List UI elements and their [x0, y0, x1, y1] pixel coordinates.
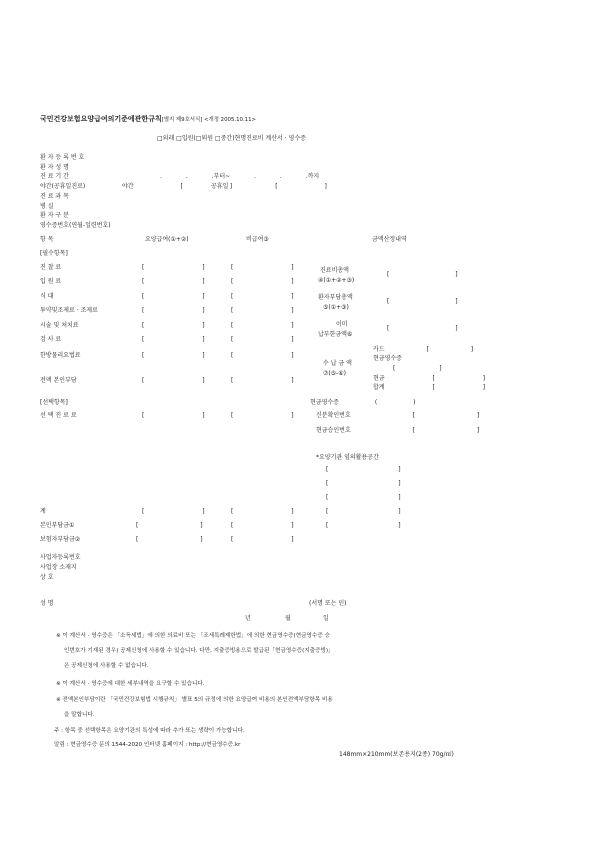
col-item: 항 목 [40, 236, 54, 243]
required-item-benefit-field[interactable]: [ ] [142, 278, 205, 285]
note-line: 을 말합니다. [64, 712, 95, 718]
receive-formula: ⑦(⑤-⑥) [323, 370, 346, 377]
required-item-benefit-field[interactable]: [ ] [142, 336, 205, 343]
required-item-benefit-field[interactable]: [ ] [142, 264, 205, 271]
form-title-bold: 국민건강보험요양급여의기준에관한규칙 [40, 115, 162, 123]
required-item-benefit-field[interactable]: [ ] [142, 352, 205, 359]
patient-name-label: 환 자 성 명 [40, 164, 69, 171]
total-field[interactable]: 합계 [ ] [373, 384, 486, 391]
required-item-benefit-field[interactable]: [ ] [142, 293, 205, 300]
note-line: ※ 전액본인부담이란 「국민건강보험법 시행규칙」 별표 5의 규정에 의한 요양급여 비용의 본인전액부담항목 비용 [56, 697, 333, 703]
approval-no-field[interactable]: 현금승인번호 [ ] [316, 427, 480, 434]
insurer-pay-label: 보험자부담금② [40, 536, 81, 543]
note-line: ※ 이 계산서 · 영수증에 대한 세부내역을 요구할 수 있습니다. [56, 681, 205, 687]
card-field[interactable]: 카드 [ ] [373, 346, 474, 353]
total-med-formula: ④(①+②+③) [318, 277, 355, 284]
required-item-label: 식 대 [40, 293, 54, 300]
ward-label: 병 실 [40, 203, 54, 210]
patient-burden-label: 환자부담총액 [318, 294, 353, 301]
sum-benefit-field[interactable]: [ ] [142, 508, 205, 515]
business-address-label: 사업장 소재지 [40, 564, 77, 571]
date-year-label: 년 [245, 615, 251, 622]
required-item-non-benefit-field[interactable]: [ ] [231, 352, 294, 359]
cash-receipt-label: 현금영수증 [373, 355, 402, 362]
note-line: 알림 : 현금영수증 문의 1544-2020 인터넷 홈페이지 : http://현금영수증.kr [54, 742, 241, 748]
required-section-label: [필수항목] [40, 250, 68, 257]
institution-space-field[interactable]: [ ] [326, 480, 401, 487]
receipt-no-label: 영수증번호(연월-일련번호) [40, 222, 111, 229]
required-item-non-benefit-field[interactable]: [ ] [231, 264, 294, 271]
note-line: 인번호가 기재된 경우) 공제신청에 사용할 수 있습니다. 다만, 지출증빙용으로 발급된「현금영수증(지출증빙)」 [64, 648, 334, 654]
insurer-pay-benefit-field[interactable]: [ ] [136, 536, 203, 543]
institution-space-field[interactable]: [ ] [326, 508, 401, 515]
required-item-non-benefit-field[interactable]: [ ] [231, 307, 294, 314]
business-name-label: 상 호 [40, 574, 54, 581]
optional-non-benefit-field[interactable]: [ ] [231, 412, 294, 419]
period-value: . . .부터~ . . .까지 [160, 173, 320, 180]
institution-space-field[interactable]: [ ] [326, 522, 401, 529]
department-label: 진 료 과 목 [40, 193, 69, 200]
note-line: 주 : 항목 중 선택항목은 요양기관의 특성에 따라 추가 또는 생략이 가능합니다. [54, 728, 245, 734]
night-checkbox[interactable]: 야간 [ ] [122, 183, 233, 190]
insurer-pay-non-benefit-field[interactable]: [ ] [231, 536, 294, 543]
required-item-benefit-field[interactable]: [ ] [142, 322, 205, 329]
patient-type-label: 환 자 구 분 [40, 212, 69, 219]
required-item-benefit-field[interactable]: [ ] [142, 377, 205, 384]
self-pay-benefit-field[interactable]: [ ] [136, 522, 203, 529]
required-item-non-benefit-field[interactable]: [ ] [231, 377, 294, 384]
required-item-label: 입 원 료 [40, 278, 62, 285]
optional-benefit-field[interactable]: [ ] [142, 412, 205, 419]
required-item-label: 시술 및 처치료 [40, 322, 79, 329]
patient-burden-field[interactable]: [ ] [387, 298, 458, 305]
required-item-label: 전액 본인부담 [40, 377, 77, 384]
required-item-non-benefit-field[interactable]: [ ] [231, 293, 294, 300]
required-item-label: 한방물리요법료 [40, 352, 81, 359]
period-label: 진 료 기 간 [40, 173, 69, 180]
cash-field[interactable]: 현금 [ ] [373, 375, 486, 382]
cash-receipt-title: 현금영수증 ( ) [310, 399, 416, 406]
optional-item-label: 선 택 진 료 료 [40, 412, 77, 419]
institution-space-field[interactable]: [ ] [326, 466, 401, 473]
note-line: 은 공제신청에 사용할 수 없습니다. [64, 663, 149, 669]
self-pay-non-benefit-field[interactable]: [ ] [231, 522, 294, 529]
total-med-label: 진료비총액 [320, 267, 349, 274]
institution-space-label: *요양기관 임의활용공간 [316, 454, 379, 461]
paid-label: 이미 [336, 321, 348, 328]
id-no-field[interactable]: 신분확인번호 [ ] [316, 412, 480, 419]
paper-size-label: 148mm×210mm(보존용지(2종) 70g/㎡) [339, 751, 454, 758]
required-item-non-benefit-field[interactable]: [ ] [231, 278, 294, 285]
cash-receipt-field[interactable]: [ ] [393, 365, 442, 372]
required-item-label: 검 사 료 [40, 336, 62, 343]
required-item-benefit-field[interactable]: [ ] [142, 307, 205, 314]
patient-burden-formula: ⑤(①+③) [323, 304, 349, 311]
signer-name-label: 성 명 [40, 600, 54, 607]
col-calc: 금액산정내역 [372, 236, 407, 243]
form-subtitle: □외래 □입원(□퇴원 □중간)현명진료비 계산서 · 영수증 [157, 135, 306, 142]
form-title-rest: [별지 제9호서식] <개정 2005.10.11> [161, 117, 257, 123]
receive-label: 수 납 금 액 [323, 360, 352, 367]
night-holiday-label: 야간(공휴일진료) [40, 183, 86, 190]
date-month-label: 월 [285, 615, 291, 622]
col-non-benefit: 비급여③ [246, 236, 269, 243]
required-item-label: 투약및조제료 · 조제료 [40, 307, 98, 314]
self-pay-label: 본인부담금① [40, 522, 75, 529]
date-day-label: 일 [323, 615, 329, 622]
signature-label: (서명 또는 인) [309, 600, 347, 607]
note-line: ※ 이 계산서 · 영수증은 「소득세법」에 의한 의료비 또는 「조세특례제한법」에 의한 현금영수증(현금영수증 승 [56, 633, 330, 639]
paid-field[interactable]: [ ] [387, 325, 458, 332]
institution-space-field[interactable]: [ ] [326, 494, 401, 501]
paid-label-2: 납부한금액⑥ [318, 331, 353, 338]
sum-label: 계 [40, 508, 46, 515]
required-item-non-benefit-field[interactable]: [ ] [231, 336, 294, 343]
required-item-non-benefit-field[interactable]: [ ] [231, 322, 294, 329]
holiday-checkbox[interactable]: 공휴일 [ ] [211, 183, 327, 190]
business-reg-no-label: 사업자등록번호 [40, 554, 81, 561]
optional-section-label: [선택항목] [40, 399, 68, 406]
sum-non-benefit-field[interactable]: [ ] [231, 508, 294, 515]
total-med-field[interactable]: [ ] [387, 271, 458, 278]
required-item-label: 진 찰 료 [40, 264, 62, 271]
col-benefit: 요양급여(①+②) [145, 236, 189, 243]
patient-reg-no-label: 환 자 등 록 번 호 [40, 154, 85, 161]
form-title [40, 116, 256, 123]
